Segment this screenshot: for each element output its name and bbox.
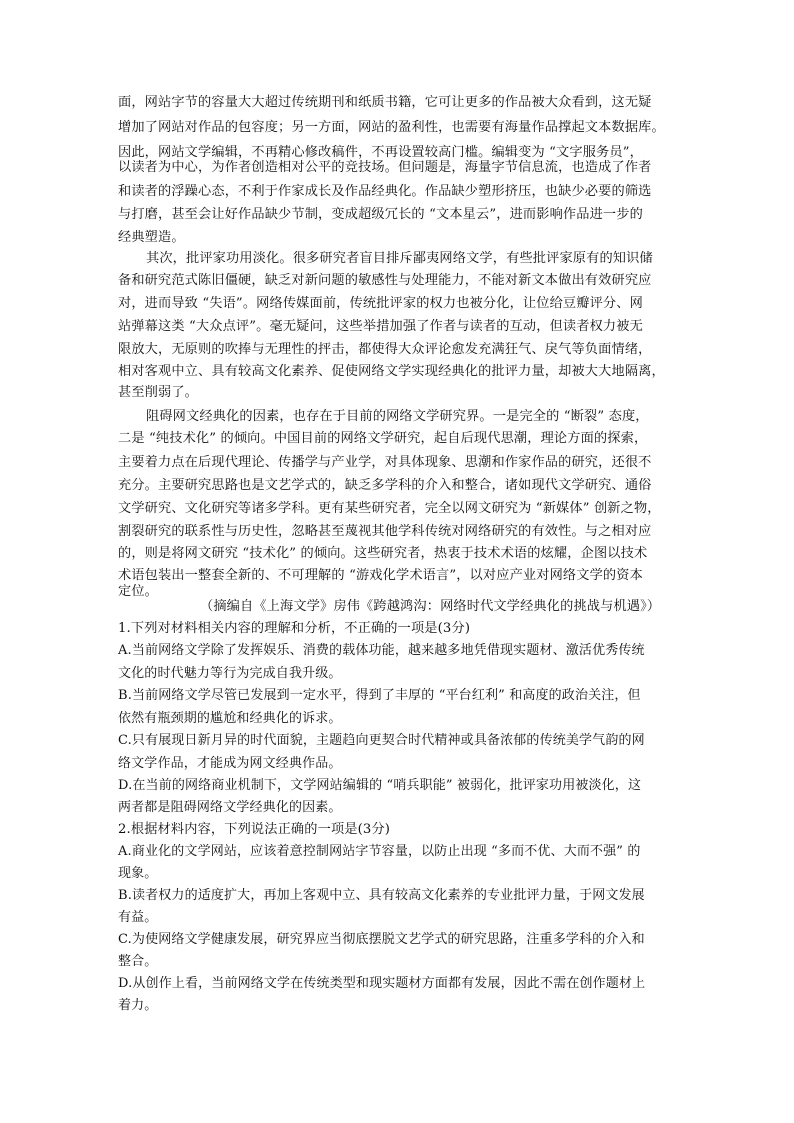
passage-line: 限放大，无原则的吹捧与无理性的抨击，都使得大众评论愈发充满狂气、戾气等负面情绪， <box>118 342 652 357</box>
option-a-line: A.商业化的文学网站，应该着意控制网站字节容量，以防止出现 “多而不优、大而不强” 的 <box>118 844 641 859</box>
passage-line: 和读者的浮躁心态，不利于作家成长及作品经典化。作品缺少塑形挤压，也缺少必要的筛选 <box>118 184 652 199</box>
passage-line: 的，则是将网文研究 “技术化” 的倾向。这些研究者，热衷于技术术语的炫耀，企图以技术 <box>118 546 648 561</box>
option-b-line: B.当前网络文学尽管已发展到一定水平，得到了丰厚的 “平台红利” 和高度的政治关注，但 <box>118 688 641 703</box>
option-b-line: 有益。 <box>118 910 158 925</box>
passage-line: 割裂研究的联系性与历史性，忽略甚至蔑视其他学科传统对网络研究的有效性。与之相对应 <box>118 524 652 539</box>
passage-line: 对，进而导致 “失语”。网络传媒面前，传统批评家的权力也被分化，让位给豆瓣评分、网 <box>118 296 643 311</box>
option-c-line: C.只有展现日新月异的时代面貌，主题趋向更契合时代精神或具备浓郁的传统美学气韵的网 <box>118 733 645 748</box>
option-a-line: 文化的时代魅力等行为完成自我升级。 <box>118 666 342 681</box>
passage-line: 主要着力点在后现代理论、传播学与产业学，对具体现象、思潮和作家作品的研究，还很不 <box>118 455 652 470</box>
passage-line: 相对客观中立、具有较高文化素养、促使网络文学实现经典化的批评力量，却被大大地隔离， <box>118 364 665 379</box>
passage-line: 因此，网站文学编辑，不再精心修改稿件，不再设置较高门槛。编辑变为 “文字服务员”， <box>118 145 643 160</box>
passage-line: 经典塑造。 <box>118 230 185 245</box>
passage-line: 定位。 <box>118 584 159 599</box>
option-c-line: C.为使网络文学健康发展，研究界应当彻底摆脱文艺学式的研究思路，注重多学科的介入和 <box>118 932 645 947</box>
passage-line: 甚至削弱了。 <box>118 385 199 400</box>
passage-line: 备和研究范式陈旧僵硬，缺乏对新问题的敏感性与处理能力，不能对新文本做出有效研究应 <box>118 273 652 288</box>
option-d-line: D.在当前的网络商业机制下，文学网站编辑的 “哨兵职能” 被弱化，批评家功用被淡化，这 <box>118 778 642 793</box>
passage-line: 充分。主要研究思路也是文艺学式的，缺乏多学科的介入和整合，诸如现代文学研究、通俗 <box>118 478 652 493</box>
option-b-line: 依然有瓶颈期的尴尬和经典化的诉求。 <box>118 711 342 726</box>
option-c-line: 络文学作品，才能成为网文经典作品。 <box>118 756 342 771</box>
passage-line: 增加了网站对作品的包容度；另一方面，网站的盈利性，也需要有海量作品撑起文本数据库。 <box>118 120 665 135</box>
passage-line: 面，网站字节的容量大大超过传统期刊和纸质书籍，它可让更多的作品被大众看到，这无疑 <box>118 95 652 110</box>
passage-line: 文学研究、文化研究等诸多学科。更有某些研究者，完全以网文研究为 “新媒体” 创新之物， <box>118 501 661 516</box>
option-a-line: A.当前网络文学除了发挥娱乐、消费的载体功能，越来越多地凭借现实题材、激活优秀传统 <box>118 643 645 658</box>
passage-line: 与打磨，甚至会让好作品缺少节制，变成超级冗长的 “文本星云”，进而影响作品进一步的 <box>118 207 643 222</box>
paragraph-first-line: 阻碍网文经典化的因素，也存在于目前的网络文学研究界。一是完全的 “断裂” 态度， <box>146 409 649 424</box>
option-b-line: B.读者权力的适度扩大，再加上客观中立、具有较高文化素养的专业批评力量，于网文发展 <box>118 888 645 903</box>
option-d-line: D.从创作上看，当前网络文学在传统类型和现实题材方面都有发展，因此不需在创作题材上 <box>118 976 646 991</box>
passage-line: 以读者为中心，为作者创造相对公平的竞技场。但问题是，海量字节信息流，也造成了作者 <box>118 160 652 175</box>
question-stem: 1.下列对材料相关内容的理解和分析，不正确的一项是(3分) <box>118 621 471 636</box>
option-a-line: 现象。 <box>118 866 158 881</box>
option-d-line: 着力。 <box>118 998 158 1013</box>
passage-line: 二是 “纯技术化” 的倾向。中国目前的网络文学研究，起自后现代思潮，理论方面的探索， <box>118 431 648 446</box>
question-stem: 2.根据材料内容，下列说法正确的一项是(3分) <box>118 822 391 837</box>
passage-line: 站弹幕这类 “大众点评”。毫无疑问，这些举措加强了作者与读者的互动，但读者权力被无 <box>118 319 643 334</box>
option-c-line: 整合。 <box>118 954 158 969</box>
option-d-line: 两者都是阻碍网络文学经典化的因素。 <box>118 800 342 815</box>
source-citation: （摘编自《上海文学》房伟《跨越鸿沟：网络时代文学经典化的挑战与机遇》） <box>200 599 661 614</box>
paragraph-first-line: 其次，批评家功用淡化。很多研究者盲目排斥鄙夷网络文学，有些批评家原有的知识储 <box>146 251 653 266</box>
passage-line: 术语包装出一整套全新的、不可理解的 “游戏化学术语言”，以对应产业对网络文学的资本 <box>118 568 643 583</box>
